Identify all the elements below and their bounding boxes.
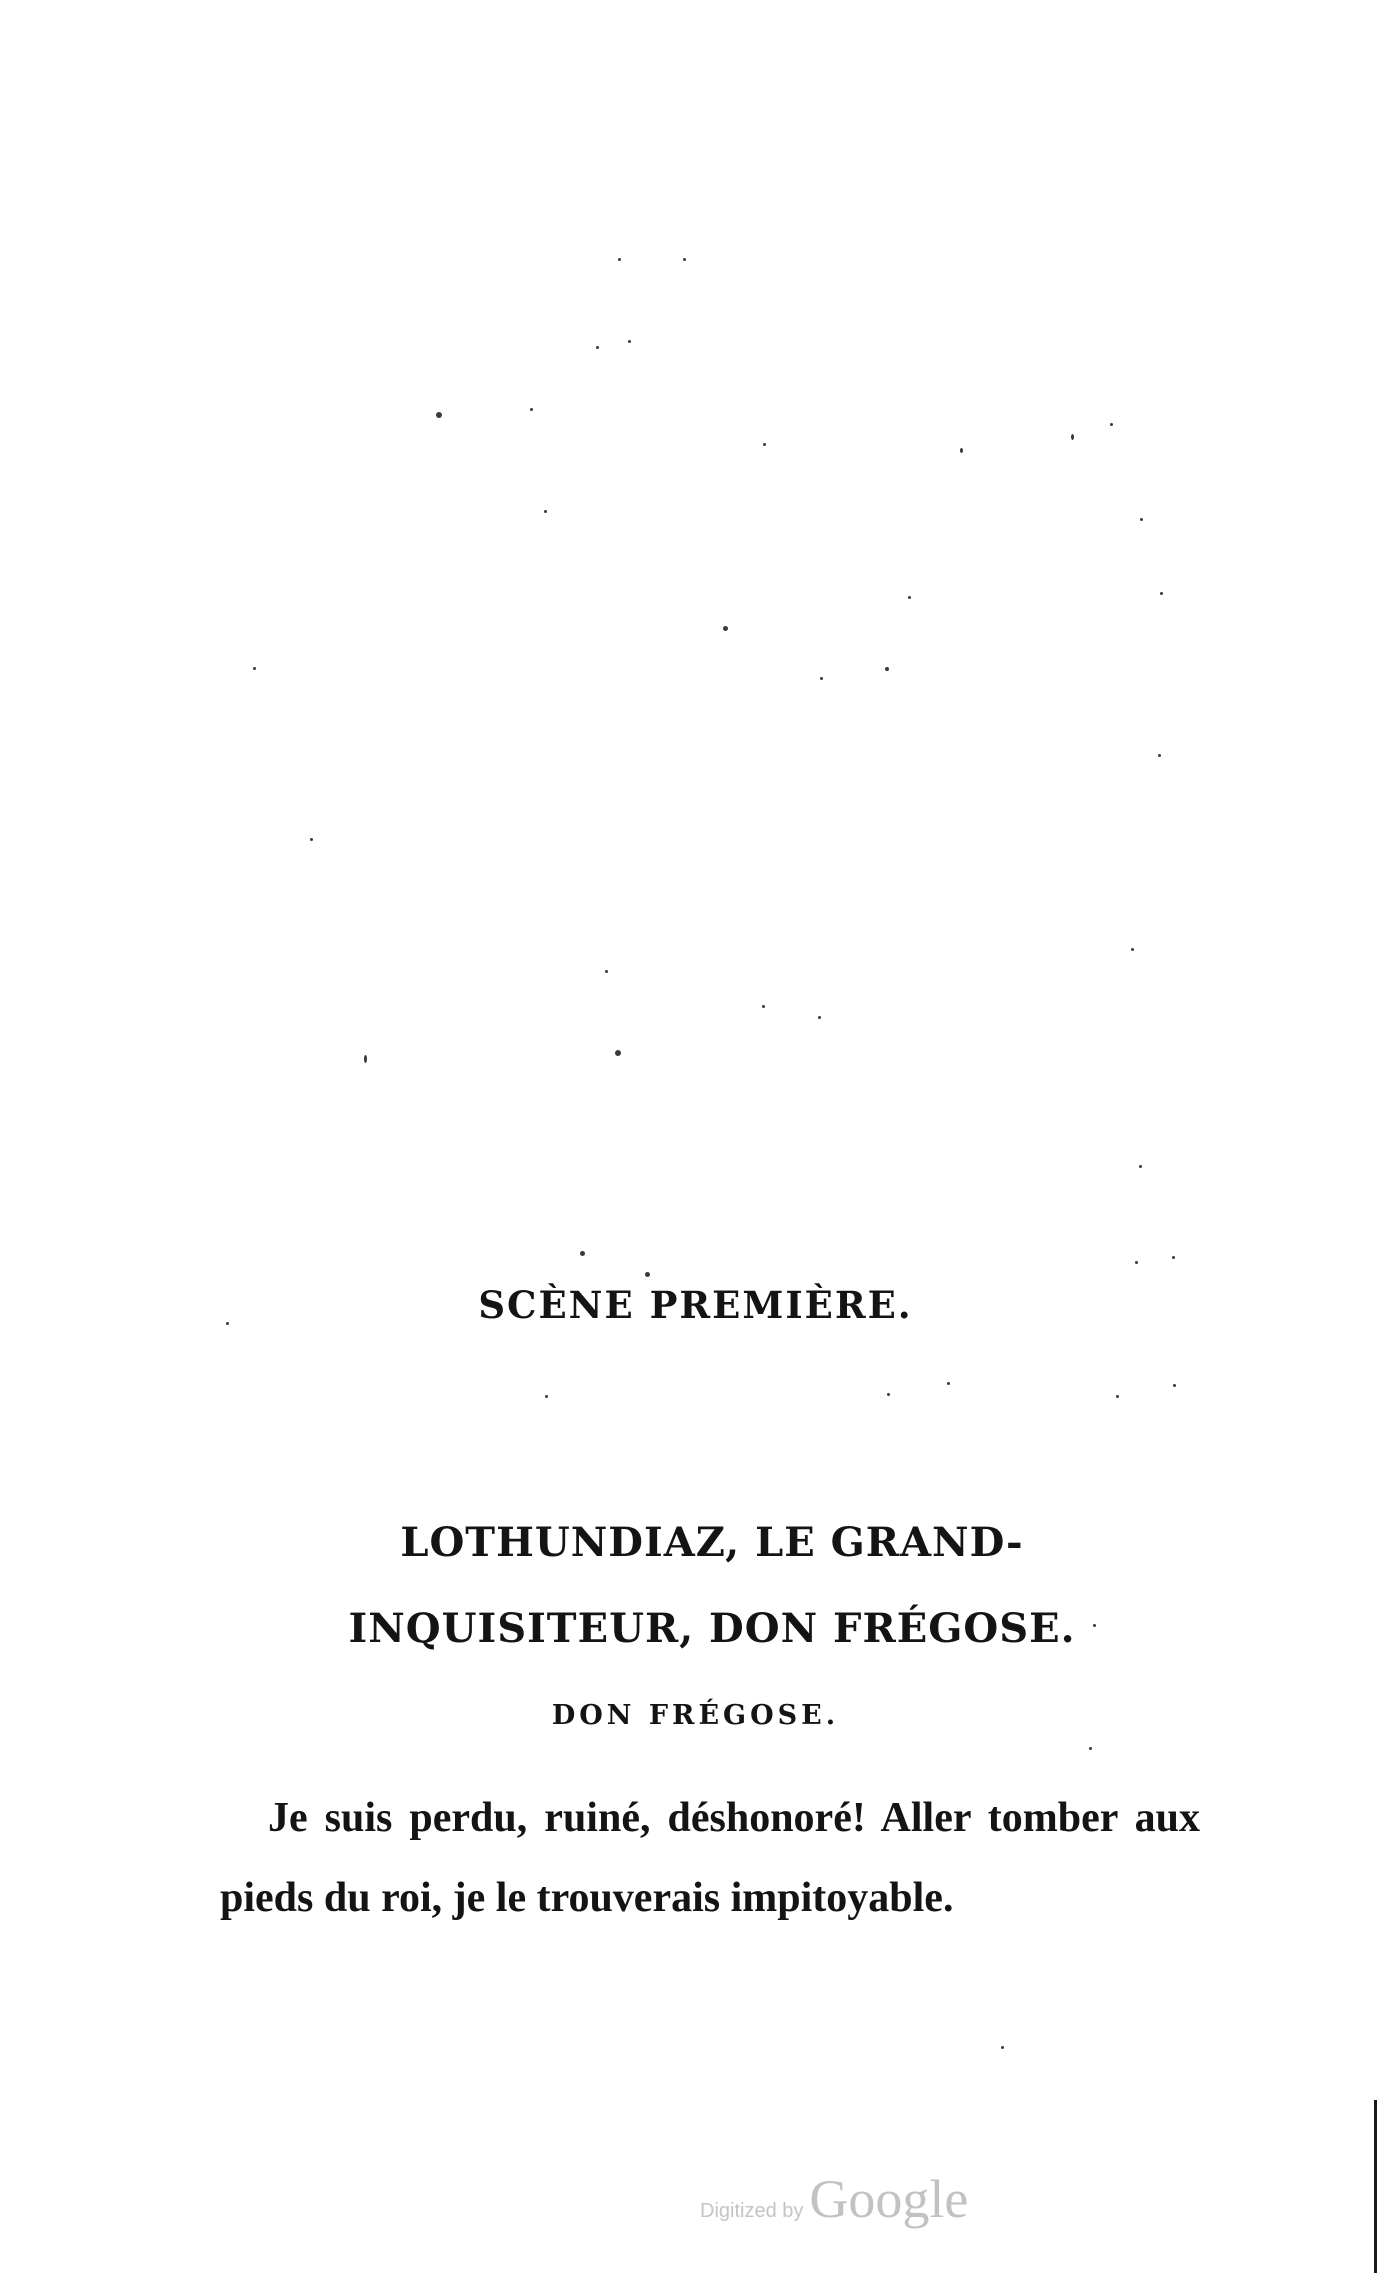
digitized-watermark [700,2168,968,2228]
speaker-name: DON FRÉGOSE. [551,1700,840,1731]
dialogue-text: Je suis perdu, ruiné, déshonoré! Aller tomber aux pieds du roi, je le trouverais impitoyable. [220,1795,1200,1921]
google-logo: Google [809,2169,969,2229]
page-edge-line [1374,2100,1377,2273]
characters-list: LOTHUNDIAZ, LE GRAND-INQUISITEUR, DON FRÉGOSE. [348,1519,1076,1652]
watermark-prefix: Digitized by [700,2200,804,2222]
scene-title: SCÈNE PREMIÈRE. [478,1283,913,1327]
